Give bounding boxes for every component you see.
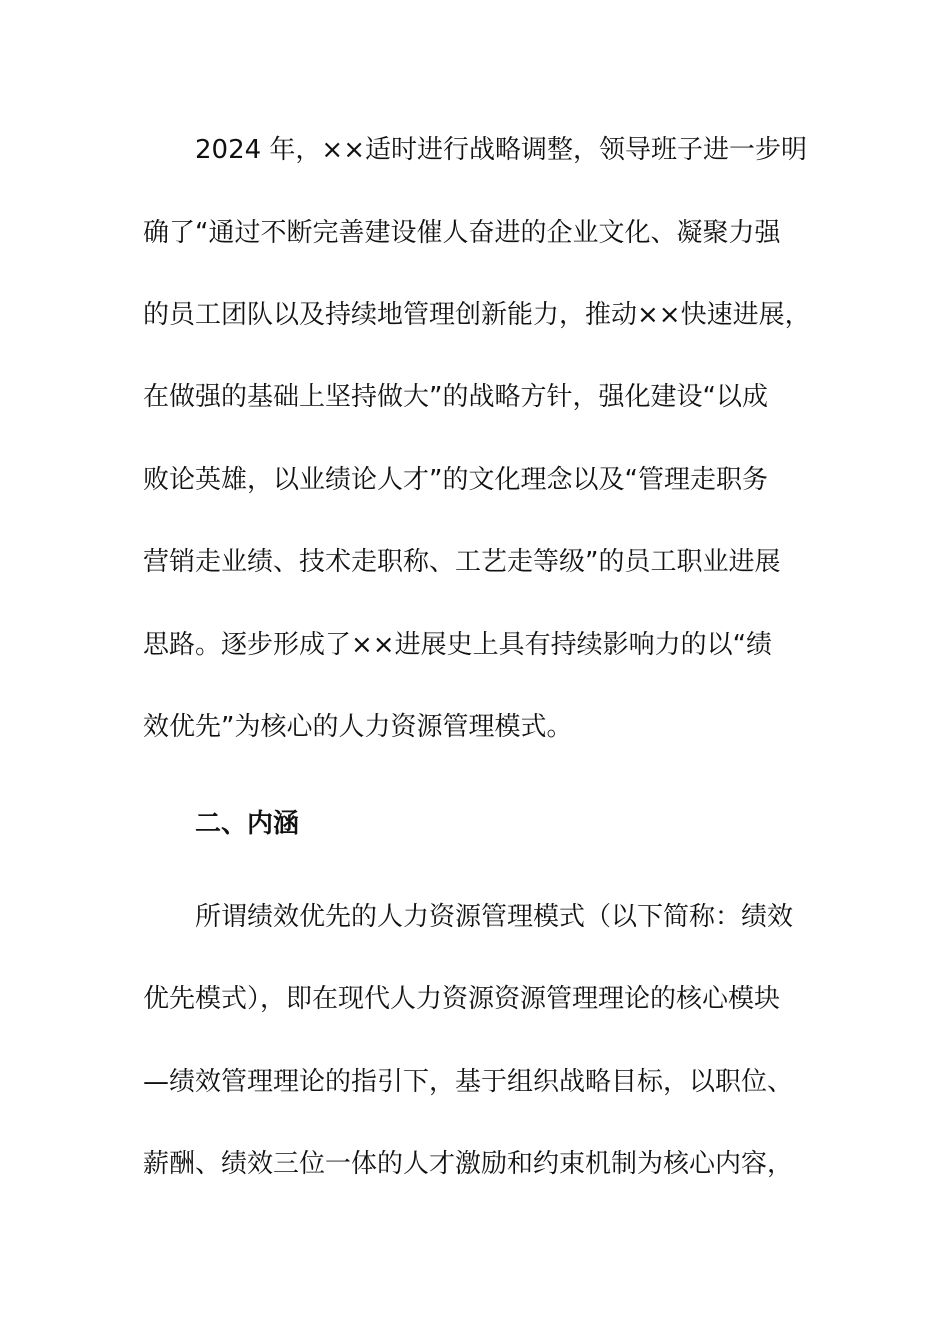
paragraph-1-line-2: 确了“通过不断完善建设催人奋进的企业文化、凝聚力强 <box>143 218 781 248</box>
paragraph-1-line-4: 在做强的基础上坚持做大”的战略方针，强化建设“以成 <box>143 382 768 412</box>
paragraph-2-line-3: —绩效管理理论的指引下，基于组织战略目标，以职位、 <box>143 1067 794 1097</box>
paragraph-1-line-5: 败论英雄，以业绩论人才”的文化理念以及“管理走职务 <box>143 465 768 495</box>
paragraph-2-line-4: 薪酬、绩效三位一体的人才激励和约束机制为核心内容， <box>143 1149 794 1179</box>
paragraph-1-line-7: 思路。逐步形成了××进展史上具有持续影响力的以“绩 <box>143 630 773 660</box>
paragraph-2-line-2: 优先模式），即在现代人力资源资源管理理论的核心模块 <box>143 984 781 1014</box>
paragraph-1-line-1: 2024 年，××适时进行战略调整，领导班子进一步明 <box>195 135 808 165</box>
section-heading: 二、内涵 <box>195 809 300 839</box>
paragraph-1-line-6: 营销走业绩、技术走职称、工艺走等级”的员工职业进展 <box>143 547 781 577</box>
paragraph-1-line-8: 效优先”为核心的人力资源管理模式。 <box>143 712 573 742</box>
paragraph-1-line-3: 的员工团队以及持续地管理创新能力，推动××快速进展， <box>143 300 811 330</box>
paragraph-2-line-1: 所谓绩效优先的人力资源管理模式（以下简称：绩效 <box>195 902 794 932</box>
